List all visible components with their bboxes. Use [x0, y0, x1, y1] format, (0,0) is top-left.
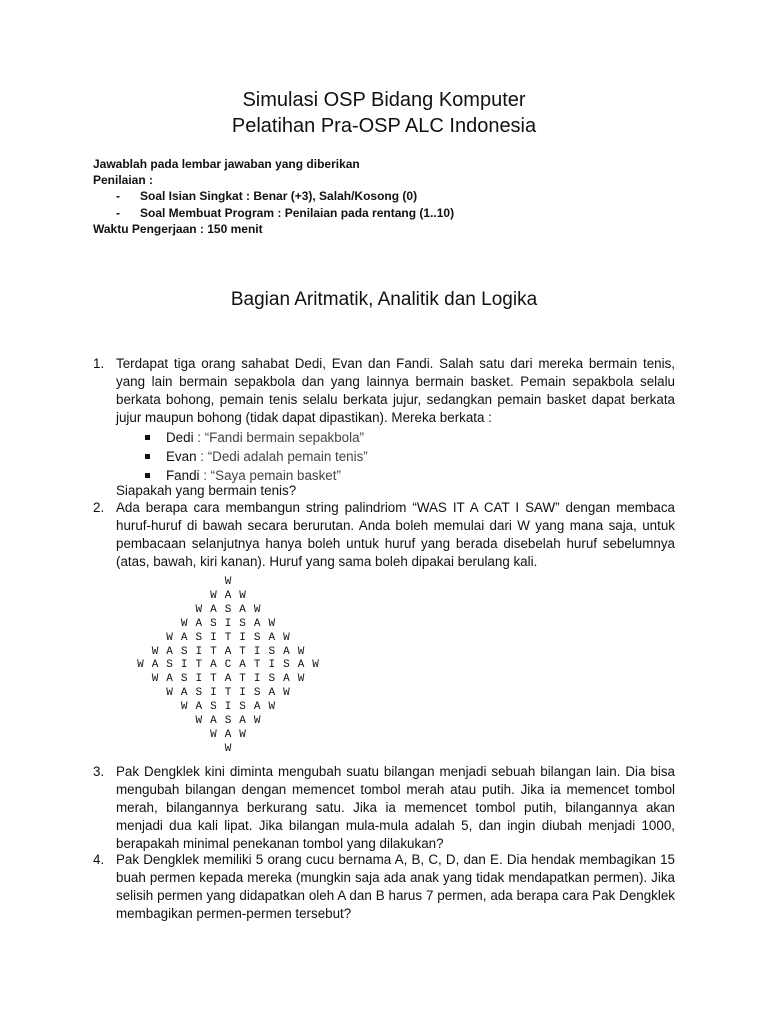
grid-row — [118, 714, 338, 729]
grid-letter: W — [210, 589, 217, 602]
grid-letter: A — [283, 645, 290, 658]
grid-letter: A — [283, 673, 290, 686]
grid-letter: I — [195, 645, 203, 658]
statement-item: Dedi : “Fandi bermain sepakbola” — [141, 428, 368, 447]
grid-letter: I — [224, 617, 232, 630]
question-1 — [93, 355, 675, 500]
letter-grid — [118, 575, 338, 757]
grid-letter: W — [224, 576, 232, 588]
grid-letter: S — [180, 645, 188, 658]
grid-letter: S — [210, 617, 217, 630]
grid-letter: S — [239, 701, 246, 714]
grid-letter: W — [166, 631, 173, 644]
question-prompt: Siapakah yang bermain tenis? — [116, 483, 297, 498]
grid-letter: W — [180, 617, 188, 630]
grid-row — [118, 672, 338, 687]
grid-letter: I — [253, 645, 261, 658]
grid-letter: A — [224, 645, 232, 658]
grid-row — [118, 686, 338, 701]
list-dash: - — [116, 206, 120, 220]
grid-letter: W — [137, 659, 144, 672]
grid-letter: S — [239, 617, 246, 630]
document-title: Simulasi OSP Bidang Komputer — [242, 89, 526, 111]
grid-row — [118, 631, 338, 646]
grid-letter: T — [224, 687, 232, 700]
grid-row — [118, 645, 338, 660]
grid-letter: W — [195, 603, 203, 616]
grid-letter: W — [297, 645, 305, 658]
grid-letter: I — [239, 631, 246, 644]
grid-letter: S — [224, 603, 232, 616]
grid-letter: W — [180, 701, 188, 714]
grid-letter: A — [239, 715, 246, 727]
grid-letter: A — [210, 659, 217, 672]
grid-letter: I — [253, 673, 261, 686]
scoring-item-text: Soal Membuat Program : Penilaian pada rentang (1..10) — [140, 206, 455, 220]
grid-letter: W — [210, 728, 217, 741]
grid-letter: A — [239, 659, 246, 672]
document-subtitle: Pelatihan Pra-OSP ALC Indonesia — [231, 115, 537, 137]
question-number: 3. — [93, 764, 105, 779]
scoring-item-text: Soal Isian Singkat : Benar (+3), Salah/Kosong (0) — [140, 189, 418, 203]
grid-letter: I — [210, 687, 217, 700]
grid-letter: W — [283, 687, 290, 700]
grid-letter: T — [224, 631, 232, 644]
scoring-label: Penilaian : — [93, 173, 154, 187]
grid-row — [118, 700, 338, 715]
grid-row — [118, 728, 338, 743]
question-number: 1. — [93, 356, 105, 371]
grid-letter: A — [166, 673, 173, 686]
grid-letter: W — [297, 673, 305, 686]
grid-letter: W — [239, 589, 246, 602]
grid-row — [118, 742, 338, 757]
grid-letter: W — [312, 659, 319, 672]
grid-letter: S — [180, 673, 188, 686]
grid-letter: A — [224, 728, 232, 741]
scoring-item — [116, 188, 417, 205]
grid-letter: C — [224, 659, 232, 672]
grid-letter: A — [224, 673, 232, 686]
grid-letter: A — [180, 631, 188, 644]
grid-letter: W — [253, 603, 261, 616]
grid-letter: W — [268, 617, 276, 630]
grid-letter: A — [297, 659, 305, 672]
question-4 — [93, 851, 675, 923]
grid-letter: I — [224, 701, 232, 714]
grid-letter: A — [268, 631, 276, 644]
grid-letter: T — [210, 673, 217, 686]
list-dash: - — [116, 189, 120, 203]
scoring-item — [116, 205, 454, 222]
question-number: 2. — [93, 500, 105, 515]
question-text: Ada berapa cara membangun string palindriom “WAS IT A CAT I SAW” dengan membaca huruf-huruf di bawah secara berurutan. Anda boleh memulai dari W yang mana saja, untuk pembacaan selanjutnya hanya boleh untuk huruf yang berada disebelah huruf sebelumnya (atas, bawah, kiri kanan). Huruf yang sama boleh dipakai berulang kali. — [116, 500, 675, 569]
grid-letter: S — [253, 631, 261, 644]
grid-letter: I — [239, 687, 246, 700]
grid-letter: A — [195, 701, 203, 714]
grid-row — [118, 589, 338, 604]
answer-note: Jawablah pada lembar jawaban yang diberikan — [93, 157, 360, 171]
grid-letter: T — [253, 659, 261, 672]
grid-letter: A — [210, 715, 217, 727]
grid-letter: W — [166, 687, 173, 700]
statement-list — [141, 428, 368, 485]
grid-letter: A — [210, 603, 217, 616]
grid-row — [118, 658, 338, 673]
statement-item: Evan : “Dedi adalah pemain tenis” — [141, 447, 368, 466]
grid-letter: I — [210, 631, 217, 644]
grid-letter: S — [166, 659, 173, 672]
grid-letter: A — [151, 659, 159, 672]
grid-letter: A — [195, 617, 203, 630]
time-limit: Waktu Pengerjaan : 150 menit — [93, 222, 263, 236]
grid-letter: S — [210, 701, 217, 714]
grid-letter: T — [239, 673, 246, 686]
bullet-icon — [145, 473, 150, 478]
grid-letter: A — [180, 687, 188, 700]
grid-letter: I — [268, 659, 276, 672]
section-title: Bagian Aritmatik, Analitik dan Logika — [230, 289, 538, 310]
question-text: Pak Dengklek memiliki 5 orang cucu bernama A, B, C, D, dan E. Dia hendak membagikan 15 buah permen kepada mereka (mungkin saja ada anak yang tidak mendapatkan permen). Jika selisih permen yang didapatkan oleh A dan B harus 7 permen, ada berapa cara Pak Dengklek membagikan permen-permen tersebut? — [116, 852, 675, 921]
grid-letter: A — [253, 701, 261, 714]
grid-row — [118, 603, 338, 618]
grid-letter: W — [151, 645, 159, 658]
grid-letter: W — [268, 701, 276, 714]
bullet-icon — [145, 454, 150, 459]
grid-letter: A — [268, 687, 276, 700]
grid-letter: A — [224, 589, 232, 602]
grid-letter: T — [195, 659, 203, 672]
grid-letter: W — [283, 631, 290, 644]
grid-letter: W — [195, 715, 203, 727]
statement-item: Fandi : “Saya pemain basket” — [141, 466, 368, 485]
grid-letter: T — [210, 645, 217, 658]
grid-letter: S — [268, 645, 276, 658]
grid-letter: A — [166, 645, 173, 658]
grid-letter: S — [224, 715, 232, 727]
grid-letter: W — [224, 742, 232, 755]
grid-letter: T — [239, 645, 246, 658]
grid-letter: S — [195, 687, 203, 700]
grid-letter: S — [195, 631, 203, 644]
bullet-icon — [145, 435, 150, 440]
grid-letter: S — [283, 659, 290, 672]
question-text: Terdapat tiga orang sahabat Dedi, Evan dan Fandi. Salah satu dari mereka bermain tenis, yang lain bermain sepakbola dan yang lainnya bermain basket. Pemain sepakbola selalu berkata bohong, pemain tenis selalu berkata jujur, sedangkan pemain basket dapat berkata jujur maupun bohong (tidak dapat dipastikan). Mereka berkata : — [116, 356, 675, 425]
grid-letter: I — [180, 659, 188, 672]
question-3 — [93, 763, 675, 853]
grid-letter: I — [195, 673, 203, 686]
grid-row — [118, 575, 338, 590]
question-number: 4. — [93, 852, 105, 867]
grid-letter: S — [253, 687, 261, 700]
grid-row — [118, 617, 338, 632]
grid-letter: S — [268, 673, 276, 686]
question-text: Pak Dengklek kini diminta mengubah suatu bilangan menjadi sebuah bilangan lain. Dia bisa mengubah bilangan dengan memencet tombol merah atau putih. Jika ia memencet tombol merah, bilangannya berkurang satu. Jika ia memencet tombol putih, bilangannya akan menjadi dua kali lipat. Jika bilangan mula-mula adalah 5, dan ingin diubah menjadi 1000, berapakah minimal penekanan tombol yang dilakukan? — [116, 764, 675, 851]
grid-letter: W — [151, 673, 159, 686]
question-2 — [93, 499, 675, 575]
grid-letter: A — [239, 603, 246, 616]
grid-letter: W — [253, 715, 261, 727]
grid-letter: A — [253, 617, 261, 630]
grid-letter: W — [239, 728, 246, 741]
